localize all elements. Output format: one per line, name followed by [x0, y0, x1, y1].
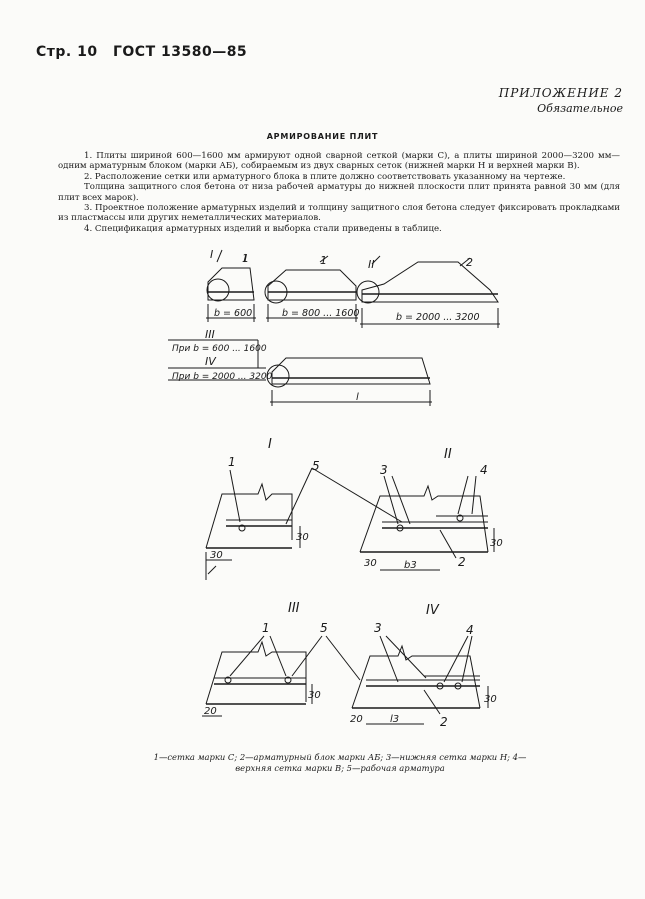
callout-1-i: 1	[228, 455, 236, 469]
dim-30-i-right: 30	[296, 532, 309, 543]
paragraph-5: 4. Спецификация арматурных изделий и выборка стали приведены в таблице.	[84, 223, 442, 234]
dim-30-iv: 30	[484, 694, 497, 705]
appendix-note: Обязательное	[537, 102, 623, 115]
callout-3-iv: 3	[374, 621, 382, 635]
dim-b3: b3	[404, 560, 417, 571]
dim-b2000-3200: b = 2000 ... 3200	[396, 312, 480, 323]
detail-label-3: III	[288, 601, 300, 616]
detail-label-1: I	[268, 437, 272, 452]
label-section-3: III	[205, 328, 215, 341]
callout-3-ii: 3	[380, 463, 388, 477]
callout-2-ii: 2	[458, 555, 466, 569]
dim-30-i-left: 30	[210, 550, 223, 561]
callout-5-iii: 5	[320, 621, 328, 635]
dim-b800-1600: b = 800 ... 1600	[282, 308, 360, 319]
dim-30-iii: 30	[308, 690, 321, 701]
note-b600-1600: При b = 600 ... 1600	[172, 344, 267, 354]
label-section-4: IV	[205, 355, 216, 368]
callout-4-iv: 4	[466, 623, 474, 637]
figure-caption: 1—сетка марки С; 2—арматурный блок марки АБ; 3—нижняя сетка марки Н; 4—верхняя сетка марки В; 5—рабочая арматура	[153, 752, 527, 773]
dim-30-ii-left: 30	[364, 558, 377, 569]
dim-20-iv: 20	[350, 714, 363, 725]
dim-30-ii-right: 30	[490, 538, 503, 549]
detail-label-4: IV	[426, 603, 439, 618]
standard-number: ГОСТ 13580—85	[112, 44, 248, 60]
label-mesh-1a: 1	[242, 252, 249, 265]
paragraph-1: 1. Плиты шириной 600—1600 мм армируют одной сварной сеткой (марки С), а плиты шириной 2000—3200 мм— одним арматурным блоком (марки АБ), собираемым из двух сварных сеток (нижней марки Н и верхней марки В).	[58, 151, 620, 172]
label-section-2: II	[368, 258, 375, 271]
label-block-2: 2	[466, 256, 473, 269]
label-mesh-1b: 1	[320, 254, 327, 267]
page-number: Стр. 10	[36, 44, 98, 60]
dim-l3: l3	[390, 714, 400, 725]
paragraph-3: Толщина защитного слоя бетона от низа рабочей арматуры до нижней плоскости плит принята равной 30 мм (для плит всех марок).	[58, 182, 620, 203]
callout-2-iv: 2	[440, 715, 448, 729]
section-title: АРМИРОВАНИЕ ПЛИТ	[266, 132, 379, 141]
callout-4-ii: 4	[480, 463, 488, 477]
dim-length: l	[356, 392, 359, 403]
callout-5-i: 5	[312, 459, 320, 473]
paragraph-2: 2. Расположение сетки или арматурного блока в плите должно соответствовать указанному на чертеже.	[84, 171, 566, 182]
label-section-1: I	[210, 248, 214, 261]
note-b2000-3200: При b = 2000 ... 3200	[172, 372, 273, 382]
detail-label-2: II	[444, 447, 452, 462]
dim-20-iii: 20	[204, 706, 217, 717]
callout-1-iii: 1	[262, 621, 270, 635]
paragraph-4: 3. Проектное положение арматурных изделий и толщину защитного слоя бетона следует фиксировать прокладками из пластмассы или других неметаллических материалов.	[58, 203, 620, 224]
appendix-title: ПРИЛОЖЕНИЕ 2	[498, 86, 623, 100]
dim-b600: b = 600	[214, 308, 253, 319]
